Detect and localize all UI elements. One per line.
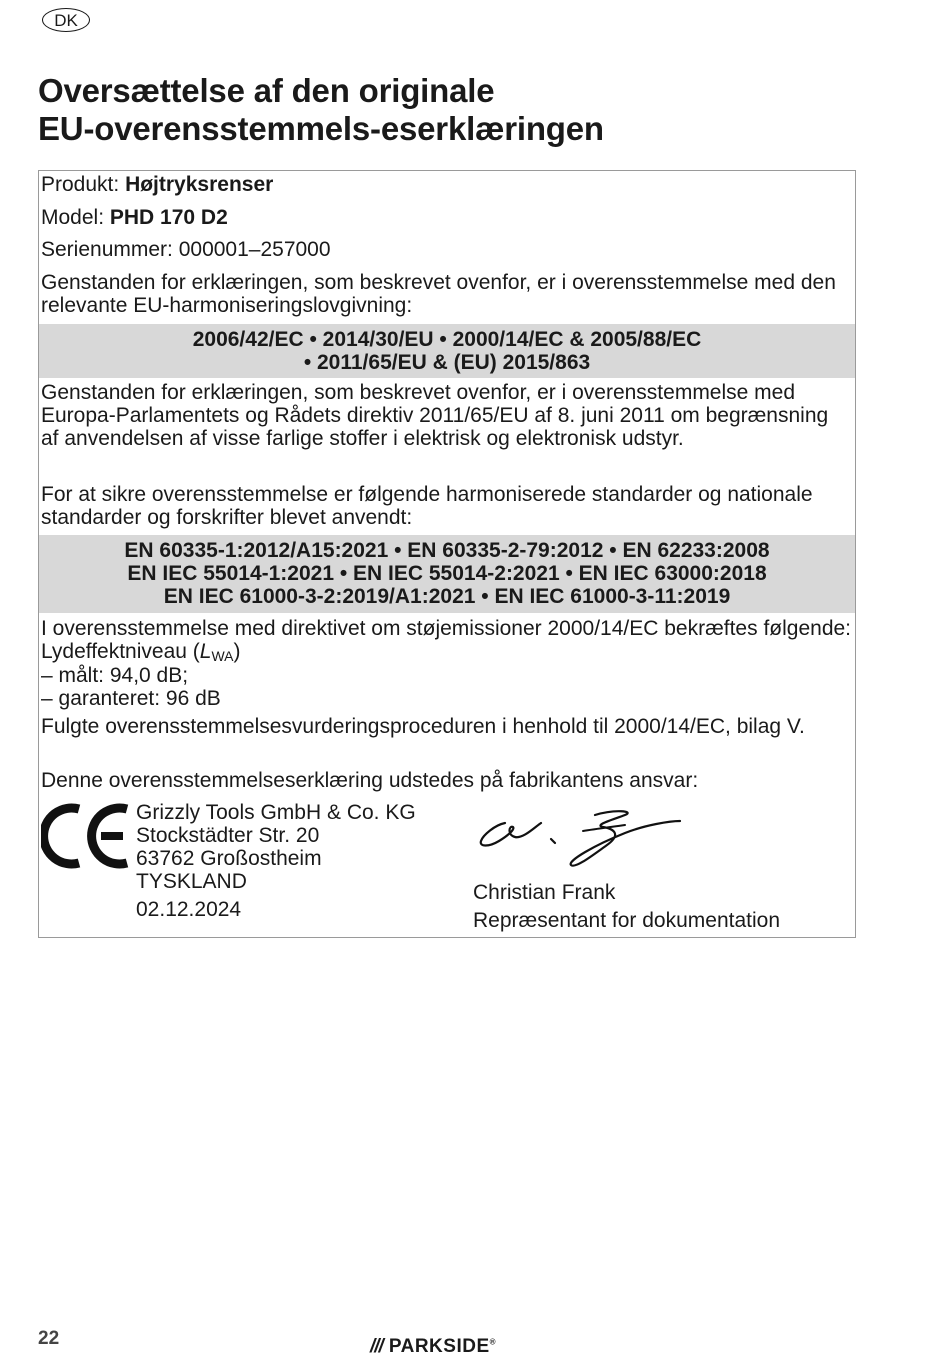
product-row — [41, 173, 851, 196]
model-label: Model: — [41, 206, 105, 229]
country: TYSKLAND — [136, 870, 247, 893]
product-value: Højtryksrenser — [125, 173, 274, 196]
serial-number: Serienummer: 000001–257000 — [41, 238, 331, 261]
manufacturer-address — [136, 801, 416, 921]
page-title — [38, 72, 604, 148]
declaration-box — [38, 170, 856, 938]
procedure-paragraph: Fulgte overensstemmelsesvurderingsproceduren i henhold til 2000/14/EC, bilag V. — [41, 715, 805, 738]
directives-band — [39, 324, 855, 378]
page-number: 22 — [38, 1328, 60, 1349]
eu-harmonisation-paragraph: Genstanden for erklæringen, som beskrevet ovenfor, er i overensstemmelse med den relevante EU-harmoniseringslovgivning: — [41, 271, 836, 317]
noise-close: ) — [233, 640, 241, 663]
street: Stockstädter Str. 20 — [136, 824, 320, 847]
noise-subscript: WA — [211, 648, 234, 664]
signer-block — [473, 879, 780, 935]
standards-line-2: EN IEC 55014-1:2021 • EN IEC 55014-2:2021 • EN IEC 63000:2018 — [127, 562, 767, 585]
declaration-date: 02.12.2024 — [136, 898, 242, 921]
brand-name: PARKSIDE — [388, 1336, 490, 1357]
signer-role: Repræsentant for dokumentation — [473, 909, 781, 932]
standards-band — [39, 535, 855, 613]
noise-intro: I overensstemmelse med direktivet om støjemissioner 2000/14/EC bekræftes følgende: Lydeffektniveau ( — [41, 617, 852, 663]
title-line-2: EU-overensstemmels-eserklæringen — [38, 110, 604, 147]
title-line-1: Oversættelse af den originale — [38, 72, 495, 109]
measured-level: – målt: 94,0 dB; — [41, 664, 189, 687]
standards-line-3: EN IEC 61000-3-2:2019/A1:2021 • EN IEC 61000-3-11:2019 — [163, 585, 731, 608]
signature-icon — [475, 805, 685, 877]
signer-name: Christian Frank — [473, 881, 616, 904]
brand-logo — [370, 1336, 496, 1358]
directives-line-2: • 2011/65/EU & (EU) 2015/863 — [303, 351, 591, 374]
noise-symbol: L — [199, 640, 212, 663]
ce-mark-icon — [41, 803, 131, 869]
standards-paragraph: For at sikre overensstemmelse er følgende harmoniserede standarder og nationale standarder og forskrifter blevet anvendt: — [41, 483, 813, 529]
language-badge: DK — [42, 8, 90, 32]
brand-registered-mark: ® — [489, 1337, 497, 1347]
responsibility-paragraph: Denne overensstemmelseserklæring udstedes på fabrikantens ansvar: — [41, 769, 699, 792]
standards-line-1: EN 60335-1:2012/A15:2021 • EN 60335-2-79:2012 • EN 62233:2008 — [124, 539, 770, 562]
model-value: PHD 170 D2 — [109, 206, 228, 229]
product-label: Produkt: — [41, 173, 120, 196]
model-row — [41, 206, 851, 229]
brand-slashes: /// — [370, 1336, 383, 1357]
rohs-paragraph: Genstanden for erklæringen, som beskrevet ovenfor, er i overensstemmelse med Europa-Parlamentets og Rådets direktiv 2011/65/EU af 8. juni 2011 om begrænsning af anvendelsen af visse farlige stoffer i elektrisk og elektronisk udstyr. — [41, 381, 829, 450]
guaranteed-level: – garanteret: 96 dB — [41, 687, 221, 710]
company-name: Grizzly Tools GmbH & Co. KG — [136, 801, 416, 824]
noise-paragraph — [41, 617, 851, 668]
directives-line-1: 2006/42/EC • 2014/30/EU • 2000/14/EC & 2005/88/EC — [192, 328, 702, 351]
city: 63762 Großostheim — [136, 847, 322, 870]
